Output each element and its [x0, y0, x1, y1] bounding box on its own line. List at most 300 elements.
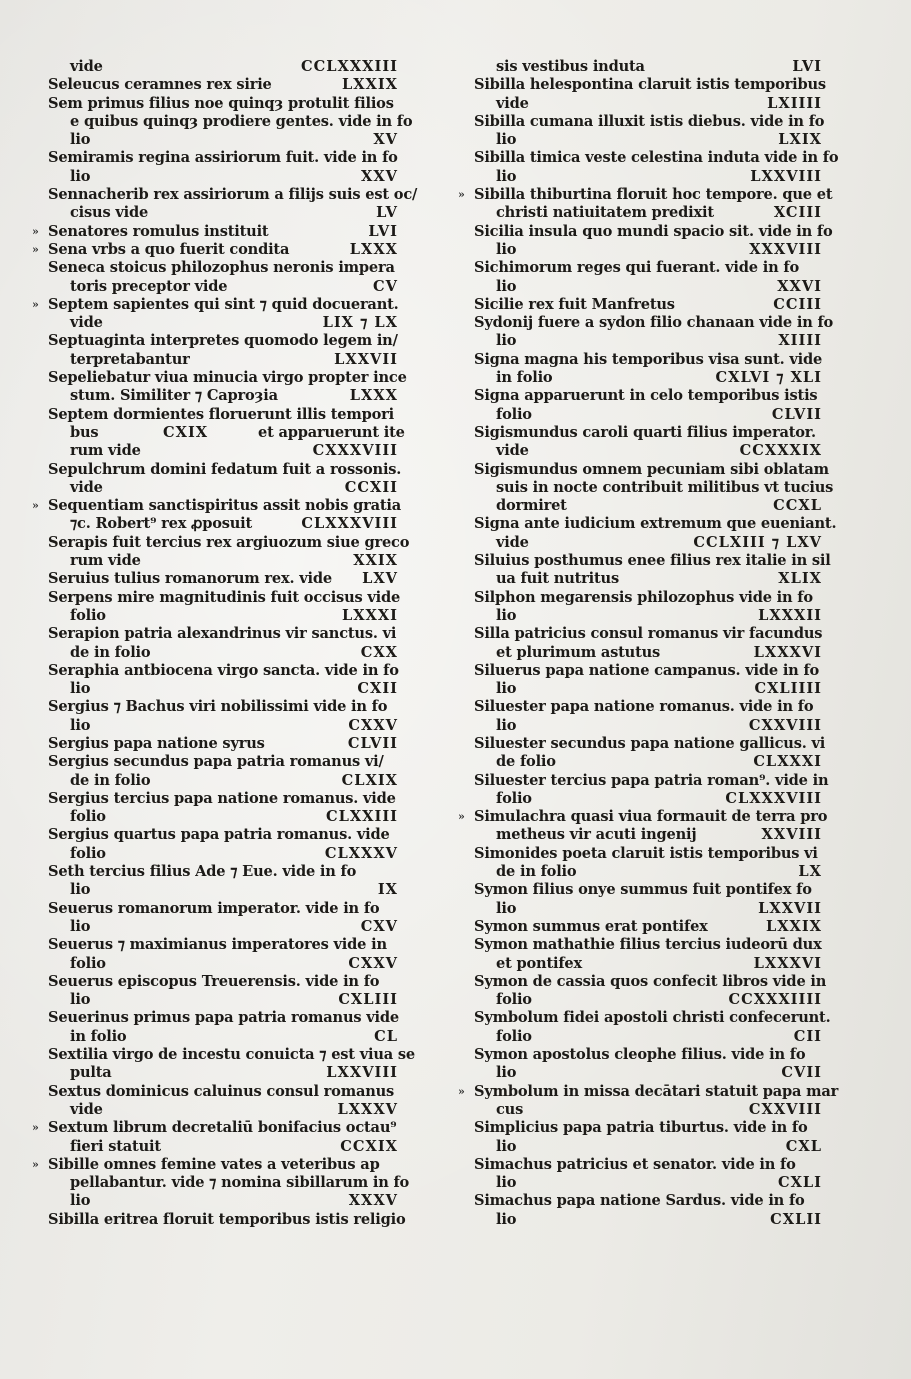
- index-line: [48, 533, 410, 552]
- folio-number: LXXVII: [334, 350, 398, 368]
- index-line: [32, 240, 398, 259]
- entry-text: Symon mathathie filius tercius iudeorū dux: [474, 936, 822, 954]
- index-line: [48, 900, 398, 918]
- folio-number: LXIX: [778, 131, 822, 149]
- entry-text: Sena vrbs a quo fuerit condita: [48, 240, 290, 258]
- folio-number: CXV: [360, 917, 398, 935]
- index-line: [474, 241, 822, 259]
- entry-text: Septuaginta interpretes quomodo legem in/: [48, 332, 398, 350]
- entry-text: folio: [496, 789, 532, 807]
- entry-text: lio: [496, 332, 517, 350]
- index-line: [48, 1064, 398, 1082]
- index-line: [474, 168, 822, 186]
- entry-text: lio: [496, 277, 517, 295]
- entry-text: de in folio: [70, 643, 151, 661]
- margin-mark: »: [32, 1157, 39, 1171]
- index-line: [458, 186, 833, 204]
- folio-number: LXXXVI: [753, 954, 822, 972]
- entry-text: Seneca stoicus philozophus neronis impera: [48, 259, 395, 277]
- index-line: [474, 406, 822, 424]
- entry-text: lio: [496, 1174, 517, 1192]
- entry-text: rum vide: [70, 552, 141, 570]
- index-line: [474, 278, 822, 296]
- entry-text: lio: [496, 606, 517, 624]
- entry-text: vide: [70, 1100, 103, 1118]
- entry-text: Sibilla thiburtina floruit hoc tempore. que et: [474, 186, 833, 204]
- index-line: [48, 845, 398, 863]
- folio-number: CLVII: [347, 734, 398, 752]
- entry-text: fieri statuit: [70, 1137, 161, 1155]
- folio-number: LV: [376, 204, 398, 222]
- index-line: [458, 1082, 839, 1101]
- index-line: [474, 570, 822, 588]
- index-line: [474, 955, 822, 973]
- entry-text: Simonides poeta claruit istis temporibus vi: [474, 844, 818, 862]
- index-line: [474, 644, 822, 662]
- index-line: [474, 460, 829, 479]
- index-line: [474, 497, 822, 515]
- index-line: [474, 991, 822, 1009]
- entry-text: Signa magna his temporibus visa sunt. vide: [474, 350, 823, 368]
- index-line: [474, 790, 822, 808]
- index-line: [48, 1174, 410, 1192]
- folio-number: CCXXXIX: [739, 442, 822, 460]
- entry-text: folio: [70, 606, 106, 624]
- entry-text: pulta: [70, 1064, 112, 1082]
- index-line: [474, 112, 825, 131]
- folio-number: CLXIX: [341, 771, 398, 789]
- entry-text: e quibus quinqȝ prodiere gentes. vide in fo: [70, 112, 413, 130]
- index-line: [474, 369, 822, 387]
- entry-text: folio: [70, 844, 106, 862]
- index-line: [48, 1046, 415, 1064]
- entry-text: Signa ante iudicium extremum que eueniant.: [474, 515, 837, 533]
- entry-text: de in folio: [496, 863, 577, 881]
- index-line: [48, 1138, 398, 1156]
- entry-text: Sichimorum reges qui fuerant. vide in fo: [474, 259, 799, 277]
- margin-mark: »: [32, 499, 39, 513]
- entry-text: lio: [70, 881, 91, 899]
- folio-number: CLXXXVIII: [725, 789, 822, 807]
- entry-text: lio: [496, 1210, 517, 1228]
- index-line: [474, 1046, 822, 1064]
- folio-number: LXXIX: [765, 917, 822, 935]
- margin-mark: »: [458, 188, 465, 202]
- index-line: [474, 332, 822, 350]
- index-line: [48, 168, 398, 186]
- entry-text: Sergius secundus papa patria romanus vi/: [48, 753, 384, 771]
- entry-text: folio: [496, 1027, 532, 1045]
- index-line: [48, 735, 398, 753]
- entry-text: lio: [496, 167, 517, 185]
- entry-text: Symon de cassia quos confecit libros vide in: [474, 972, 827, 990]
- index-line: [474, 204, 822, 222]
- entry-text: Sigismundus caroli quarti filius imperator.: [474, 423, 816, 441]
- index-line: [474, 1156, 822, 1174]
- margin-mark: »: [458, 1084, 465, 1098]
- folio-number: CXLIIII: [754, 680, 822, 698]
- folio-number: IX: [377, 881, 398, 899]
- entry-text: lio: [70, 1192, 91, 1210]
- index-line: [474, 1064, 822, 1082]
- index-line: [474, 1119, 822, 1137]
- entry-text: Sibilla eritrea floruit temporibus istis religio: [48, 1210, 406, 1228]
- index-line: [48, 76, 398, 94]
- index-line: [474, 753, 822, 771]
- folio-number: CII: [793, 1027, 822, 1045]
- index-line: [474, 771, 829, 790]
- index-line: [48, 881, 398, 899]
- index-line: [474, 515, 837, 533]
- index-line: [474, 222, 833, 241]
- index-line: [474, 76, 826, 94]
- index-line: [474, 296, 822, 314]
- entry-continuation: et apparuerunt ite: [258, 423, 405, 441]
- entry-text: Sennacherib rex assiriorum a filijs suis est oc/: [48, 186, 418, 204]
- folio-number: LXXXVI: [753, 643, 822, 661]
- margin-mark: »: [32, 242, 39, 256]
- index-line: [474, 734, 826, 753]
- folio-number: CXXXVIII: [312, 442, 398, 460]
- entry-text: vide: [496, 442, 529, 460]
- entry-text: lio: [496, 1137, 517, 1155]
- index-line: [48, 607, 398, 625]
- index-line: [474, 1211, 822, 1229]
- index-line: [474, 918, 822, 936]
- index-line: [474, 478, 834, 497]
- folio-number: LXXIX: [341, 76, 398, 94]
- index-line: [474, 534, 822, 552]
- folio-number: LX: [798, 863, 822, 881]
- folio-number: CLXXXVIII: [301, 515, 398, 533]
- index-line: [474, 900, 822, 918]
- entry-text: rum vide: [70, 442, 141, 460]
- folio-number: CCXXXIIII: [728, 991, 822, 1009]
- folio-number: CLXXXI: [753, 753, 822, 771]
- entry-text: ⁊c. Robert⁹ rex ꝓposuit: [70, 515, 253, 533]
- folio-number: LXV: [362, 570, 398, 588]
- folio-number: LXXXV: [337, 1100, 398, 1118]
- folio-number: CCIII: [773, 295, 822, 313]
- folio-number: XCIII: [773, 204, 822, 222]
- index-line: [48, 1101, 398, 1119]
- entry-text: lio: [496, 131, 517, 149]
- index-line: [48, 717, 398, 735]
- index-line: [48, 406, 398, 424]
- index-line: [474, 625, 822, 643]
- folio-number: LXXVIII: [326, 1064, 398, 1082]
- folio-number: CXIX: [163, 423, 209, 441]
- index-line: [48, 186, 418, 204]
- folio-number: LXIIII: [767, 94, 822, 112]
- entry-text: Sibilla cumana illuxit istis diebus. vide in fo: [474, 112, 825, 130]
- entry-text: lio: [496, 899, 517, 917]
- index-line: [474, 149, 839, 167]
- index-line: [474, 442, 822, 460]
- entry-text: et plurimum astutus: [496, 643, 661, 661]
- entry-text: toris preceptor vide: [70, 277, 228, 295]
- index-line: [474, 1192, 822, 1210]
- entry-text: Seuerus ⁊ maximianus imperatores vide in: [48, 936, 387, 954]
- folio-number: CXXV: [348, 954, 398, 972]
- folio-number: CXLII: [770, 1210, 822, 1228]
- index-line: [474, 863, 822, 881]
- entry-text: Simplicius papa patria tiburtus. vide in fo: [474, 1119, 808, 1137]
- index-line: [474, 58, 822, 76]
- entry-text: Signa apparuerunt in celo temporibus istis: [474, 387, 818, 405]
- entry-text: Symon filius onye summus fuit pontifex fo: [474, 881, 812, 899]
- folio-number: CXL: [785, 1137, 822, 1155]
- folio-number: CXLVI ⁊ XLI: [715, 369, 822, 387]
- index-line: [474, 972, 827, 991]
- entry-text: Simachus papa natione Sardus. vide in fo: [474, 1192, 805, 1210]
- index-line: [48, 423, 405, 442]
- index-line: [32, 295, 399, 314]
- entry-text: Symbolum fidei apostoli christi confecerunt.: [474, 1009, 831, 1027]
- entry-text: folio: [496, 405, 532, 423]
- index-line: [48, 1009, 398, 1027]
- entry-text: bus: [70, 423, 99, 441]
- entry-text: Sextilia virgo de incestu conuicta ⁊ est viua se: [48, 1046, 415, 1064]
- entry-text: Silla patricius consul romanus vir facundus: [474, 625, 823, 643]
- entry-text: vide: [70, 314, 103, 332]
- folio-number: XXVIII: [761, 826, 822, 844]
- entry-text: Simachus patricius et senator. vide in fo: [474, 1155, 796, 1173]
- entry-text: Sextus dominicus caluinus consul romanus: [48, 1082, 395, 1100]
- entry-text: Siluester tercius papa patria roman⁹. vide in: [474, 771, 829, 789]
- entry-text: Sibilla timica veste celestina induta vide in fo: [474, 149, 839, 167]
- entry-text: lio: [70, 167, 91, 185]
- entry-text: vide: [496, 533, 529, 551]
- index-line: [458, 808, 828, 826]
- index-line: [48, 1192, 398, 1210]
- index-line: [48, 515, 398, 533]
- index-line: [474, 1101, 822, 1119]
- entry-text: dormiret: [496, 497, 567, 515]
- entry-text: vide: [70, 478, 103, 496]
- entry-text: Senatores romulus instituit: [48, 222, 269, 240]
- index-line: [474, 607, 822, 625]
- margin-mark: »: [32, 1121, 39, 1135]
- index-column-left: [32, 58, 418, 1229]
- folio-number: CXXV: [348, 716, 398, 734]
- entry-text: stum. Similiter ⁊ Caproȝia: [70, 387, 278, 405]
- index-line: [48, 552, 398, 570]
- entry-text: pellabantur. vide ⁊ nomina sibillarum in fo: [70, 1174, 410, 1192]
- folio-number: XIIII: [778, 332, 822, 350]
- entry-text: de in folio: [70, 771, 151, 789]
- entry-text: lio: [70, 991, 91, 1009]
- folio-number: LXXXII: [758, 606, 822, 624]
- entry-text: Simulachra quasi viua formauit de terra pro: [474, 808, 828, 826]
- index-line: [48, 625, 398, 643]
- folio-number: XXXV: [348, 1192, 398, 1210]
- index-line: [474, 1174, 822, 1192]
- index-line: [48, 1083, 398, 1101]
- entry-text: Siluius posthumus enee filius rex italie in sil: [474, 552, 831, 570]
- index-line: [474, 680, 822, 698]
- entry-text: Seraphia antbiocena virgo sancta. vide in fo: [48, 661, 399, 679]
- index-line: [48, 314, 398, 332]
- index-line: [474, 881, 822, 899]
- index-line: [474, 131, 822, 149]
- folio-number: LVI: [368, 222, 398, 240]
- folio-number: CCXL: [773, 497, 822, 515]
- folio-number: XXIX: [353, 552, 398, 570]
- index-line: [48, 991, 398, 1009]
- entry-text: suis in nocte contribuit militibus vt tucius: [496, 478, 834, 496]
- index-line: [48, 588, 401, 607]
- folio-number: LXXVIII: [750, 167, 822, 185]
- entry-text: Symbolum in missa decātari statuit papa mar: [474, 1082, 839, 1100]
- index-line: [474, 259, 822, 277]
- index-line: [474, 95, 822, 113]
- entry-text: lio: [70, 131, 91, 149]
- entry-text: Symon summus erat pontifex: [474, 917, 708, 935]
- folio-number: LXXXI: [341, 606, 398, 624]
- entry-text: Sergius papa natione syrus: [48, 734, 265, 752]
- index-line: [48, 278, 398, 296]
- folio-number: CLXXIII: [325, 808, 398, 826]
- entry-text: Silphon megarensis philozophus vide in fo: [474, 588, 813, 606]
- folio-number: CXX: [360, 643, 398, 661]
- index-line: [474, 1138, 822, 1156]
- entry-text: Sergius tercius papa natione romanus. vide: [48, 789, 396, 807]
- folio-number: XXXVIII: [749, 240, 822, 258]
- entry-text: lio: [496, 680, 517, 698]
- index-column-right: [458, 58, 839, 1229]
- index-line: [474, 424, 822, 442]
- folio-number: CL: [374, 1027, 398, 1045]
- index-line: [48, 369, 407, 387]
- index-line: [48, 1028, 398, 1046]
- entry-text: Sicilie rex fuit Manfretus: [474, 295, 675, 313]
- index-line: [48, 131, 398, 149]
- folio-number: CCLXXXIII: [301, 58, 398, 75]
- entry-text: lio: [496, 716, 517, 734]
- index-line: [474, 351, 822, 369]
- entry-text: Sibilla helespontina claruit istis temporibus: [474, 76, 826, 94]
- entry-text: christi natiuitatem predixit: [496, 204, 714, 222]
- entry-text: Seuerinus primus papa patria romanus vide: [48, 1009, 399, 1027]
- entry-text: Serapis fuit tercius rex argiuozum siue greco: [48, 533, 410, 551]
- entry-text: cisus vide: [70, 204, 149, 222]
- folio-number: CVII: [781, 1064, 822, 1082]
- entry-text: cus: [496, 1100, 524, 1118]
- index-line: [48, 351, 398, 369]
- entry-text: Sextum librum decretaliū bonifacius octau⁹: [48, 1119, 397, 1137]
- entry-text: folio: [496, 991, 532, 1009]
- folio-number: LXXVII: [758, 899, 822, 917]
- folio-number: LIX ⁊ LX: [322, 314, 398, 332]
- entry-text: Sibille omnes femine vates a veteribus ap: [48, 1155, 380, 1173]
- folio-number: CLXXXV: [324, 844, 398, 862]
- entry-text: Septem sapientes qui sint ⁊ quid docuerant.: [48, 295, 399, 313]
- index-line: [48, 442, 398, 460]
- folio-number: XV: [373, 131, 398, 149]
- entry-text: Sigismundus omnem pecuniam sibi oblatam: [474, 460, 829, 478]
- margin-mark: »: [458, 810, 465, 824]
- folio-number: CXLIII: [338, 991, 398, 1009]
- entry-text: de folio: [496, 753, 556, 771]
- index-line: [48, 753, 398, 771]
- entry-text: et pontifex: [496, 954, 583, 972]
- index-line: [474, 552, 831, 570]
- index-line: [32, 497, 402, 515]
- index-line: [48, 112, 413, 131]
- folio-number: XXVI: [777, 277, 822, 295]
- index-line: [48, 772, 398, 790]
- index-line: [48, 570, 398, 588]
- index-line: [48, 332, 398, 350]
- index-line: [474, 1009, 831, 1027]
- entry-text: Sergius quartus papa patria romanus. vide: [48, 826, 390, 844]
- index-line: [48, 149, 398, 167]
- index-line: [474, 717, 822, 735]
- folio-number: LXXX: [349, 240, 398, 258]
- folio-number: CCLXIII ⁊ LXV: [693, 533, 822, 551]
- index-line: [32, 1119, 398, 1137]
- folio-number: CV: [373, 277, 398, 295]
- entry-text: Sergius ⁊ Bachus viri nobilissimi vide in fo: [48, 698, 388, 716]
- entry-text: Siluester papa natione romanus. vide in fo: [474, 698, 814, 716]
- index-line: [48, 808, 398, 826]
- index-line: [474, 936, 822, 954]
- index-line: [48, 973, 398, 991]
- entry-text: Semiramis regina assiriorum fuit. vide in fo: [48, 149, 398, 167]
- entry-text: lio: [70, 680, 91, 698]
- entry-text: ua fuit nutritus: [496, 570, 619, 588]
- index-line: [48, 204, 398, 222]
- folio-number: LXXX: [349, 387, 398, 405]
- index-line: [474, 662, 822, 680]
- index-line: [474, 1028, 822, 1046]
- entry-text: Seuerus romanorum imperator. vide in fo: [48, 899, 380, 917]
- index-line: [474, 845, 822, 863]
- entry-text: Sequentiam sanctispiritus assit nobis gratia: [48, 497, 402, 515]
- margin-mark: »: [32, 224, 39, 238]
- folio-number: CXLI: [777, 1174, 822, 1192]
- entry-text: terpretabantur: [70, 350, 190, 368]
- index-line: [32, 222, 398, 241]
- folio-number: XXV: [361, 167, 398, 185]
- entry-text: vide: [496, 94, 529, 112]
- folio-number: XLIX: [778, 570, 822, 588]
- entry-text: lio: [496, 240, 517, 258]
- entry-text: Siluerus papa natione campanus. vide in fo: [474, 661, 820, 679]
- index-line: [48, 460, 402, 479]
- entry-text: Seuerus episcopus Treuerensis. vide in fo: [48, 972, 380, 990]
- index-line: [48, 698, 398, 716]
- entry-text: lio: [70, 917, 91, 935]
- folio-number: CCXIX: [340, 1137, 398, 1155]
- entry-text: sis vestibus induta: [496, 58, 645, 75]
- entry-text: Sepulchrum domini fedatum fuit a rossonis.: [48, 460, 402, 478]
- entry-text: lio: [496, 1064, 517, 1082]
- index-line: [48, 863, 398, 881]
- index-line: [48, 936, 398, 954]
- index-line: [474, 826, 822, 844]
- entry-text: Serpens mire magnitudinis fuit occisus vide: [48, 588, 401, 606]
- margin-mark: »: [32, 297, 39, 311]
- index-line: [474, 698, 822, 716]
- entry-text: in folio: [70, 1027, 127, 1045]
- index-line: [48, 387, 398, 405]
- entry-text: metheus vir acuti ingenij: [496, 826, 697, 844]
- entry-text: in folio: [496, 369, 553, 387]
- entry-text: lio: [70, 716, 91, 734]
- entry-text: folio: [70, 808, 106, 826]
